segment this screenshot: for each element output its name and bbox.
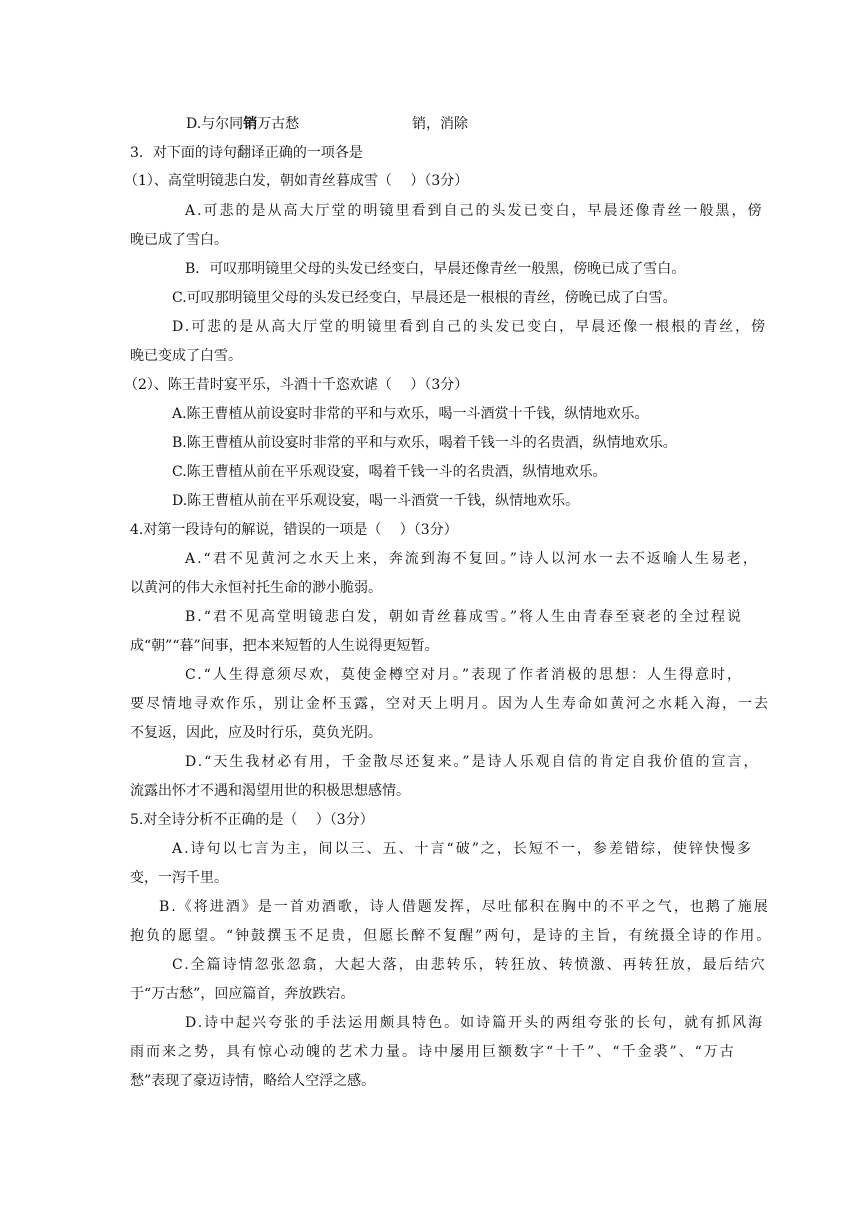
q3-part2-stem: （2）、陈王昔时宴平乐，斗酒十千恣欢谑（ ）（3分） <box>124 377 469 393</box>
q3-stem: 3．对下面的诗句翻译正确的一项各是 <box>130 145 363 161</box>
q3-part2-option-b: B.陈王曹植从前设宴时非常的平和与欢乐，喝着千钱一斗的名贵酒，纵情地欢乐。 <box>172 435 677 451</box>
q3-part2-option-d: D.陈王曹植从前在平乐观设宴，喝一斗酒赏一千钱，纵情地欢乐。 <box>172 493 580 509</box>
q4-option-d-line2: 流露出怀才不遇和渴望用世的积极思想感情。 <box>130 783 410 799</box>
q3-part1-stem: （1）、高堂明镜悲白发，朝如青丝暮成雪（ ）（3分） <box>124 173 469 189</box>
q4-option-a-line1: A.“君不见黄河之水天上来，奔流到海不复回。”诗人以河水一去不返喻人生易老， <box>185 551 759 567</box>
q5-option-c-line2: 于“万古愁”，回应篇首，奔放跌宕。 <box>130 986 355 1002</box>
q4-option-a-line2: 以黄河的伟大永恒衬托生命的渺小脆弱。 <box>130 580 382 596</box>
q5-option-b-line1: B.《将进酒》是一首劝酒歌，诗人借题发挥，尽吐郁积在胸中的不平之气，也鹅了施展 <box>159 899 770 915</box>
q4-option-d-line1: D.“天生我材必有用，千金散尽还复来。”是诗人乐观自信的肯定自我价值的宣言， <box>185 754 760 770</box>
q5-option-d-line3: 愁”表现了豪迈诗情，略给人空浮之感。 <box>130 1073 376 1089</box>
option-d-suffix: 万古愁 <box>257 116 300 132</box>
q5-option-b-line2: 抱负的愿望。“钟鼓撰玉不足贵，但愿长醉不复醒”两句，是诗的主旨，有统摄全诗的作用。 <box>130 928 773 944</box>
q5-option-a-line2: 变，一泻千里。 <box>130 870 228 886</box>
q3-part1-option-c: C.可叹那明镜里父母的头发已经变白，早晨还是一根根的青丝，傍晚已成了白雪。 <box>172 290 677 306</box>
q3-part1-option-d-line2: 晚已变成了白雪。 <box>130 348 242 364</box>
option-d-prefix: D.与尔同 <box>186 116 244 132</box>
q3-part2-option-c: C.陈王曹植从前在平乐观设宴，喝着千钱一斗的名贵酒，纵情地欢乐。 <box>172 464 607 480</box>
q3-part1-option-b: B．可叹那明镜里父母的头发已经变白，早晨还像青丝一般黑，傍晚已成了雪白。 <box>185 261 686 277</box>
option-d-bold-char: 销 <box>243 116 258 132</box>
q5-option-a-line1: A.诗句以七言为主，间以三、五、十言“破”之，长短不一，参差错综，使锌快慢多 <box>172 841 753 857</box>
q2-option-d-gloss: 销，消除 <box>412 116 468 132</box>
q4-option-b-line1: B.“君不见高堂明镜悲白发，朝如青丝暮成雪。”将人生由青春至衰老的全过程说 <box>185 609 744 625</box>
q3-part1-option-d-line1: D.可悲的是从高大厅堂的明镜里看到自己的头发已变白，早晨还像一根根的青丝，傍 <box>172 319 768 335</box>
q5-option-c-line1: C.全篇诗情忽张忽翕，大起大落，由悲转乐，转狂放、转愤激、再转狂放，最后结穴 <box>172 957 767 973</box>
q5-stem: 5.对全诗分析不正确的是（ ）（3分） <box>130 812 374 828</box>
q5-option-d-line2: 雨而来之势，具有惊心动魄的艺术力量。诗中屡用巨额数字“十千”、“千金裘”、“万古 <box>130 1044 736 1060</box>
q4-option-c-line3: 不复返，因此，应及时行乐，莫负光阴。 <box>130 725 382 741</box>
q4-stem: 4.对第一段诗句的解说，错误的一项是（ ）（3分） <box>130 522 458 538</box>
q4-option-c-line1: C.“人生得意须尽欢，莫使金樽空对月。”表现了作者消极的思想：人生得意时， <box>185 667 743 683</box>
q5-option-d-line1: D.诗中起兴夸张的手法运用颇具特色。如诗篇开头的两组夸张的长句，就有抓风海 <box>185 1015 765 1031</box>
q3-part1-option-a-line2: 晚已成了雪白。 <box>130 232 228 248</box>
q4-option-b-line2: 成“朝”“暮”间事，把本来短暂的人生说得更短暂。 <box>130 638 439 654</box>
q3-part2-option-a: A.陈王曹植从前设宴时非常的平和与欢乐，喝一斗酒赏十千钱，纵情地欢乐。 <box>172 406 649 422</box>
q3-part1-option-a-line1: A.可悲的是从高大厅堂的明镜里看到自己的头发已变白，早晨还像青丝一般黑，傍 <box>185 203 764 219</box>
q4-option-c-line2: 要尽情地寻欢作乐，别让金杯玉露，空对天上明月。因为人生寿命如黄河之水耗入海，一去 <box>130 696 770 712</box>
q2-option-d <box>186 113 299 135</box>
